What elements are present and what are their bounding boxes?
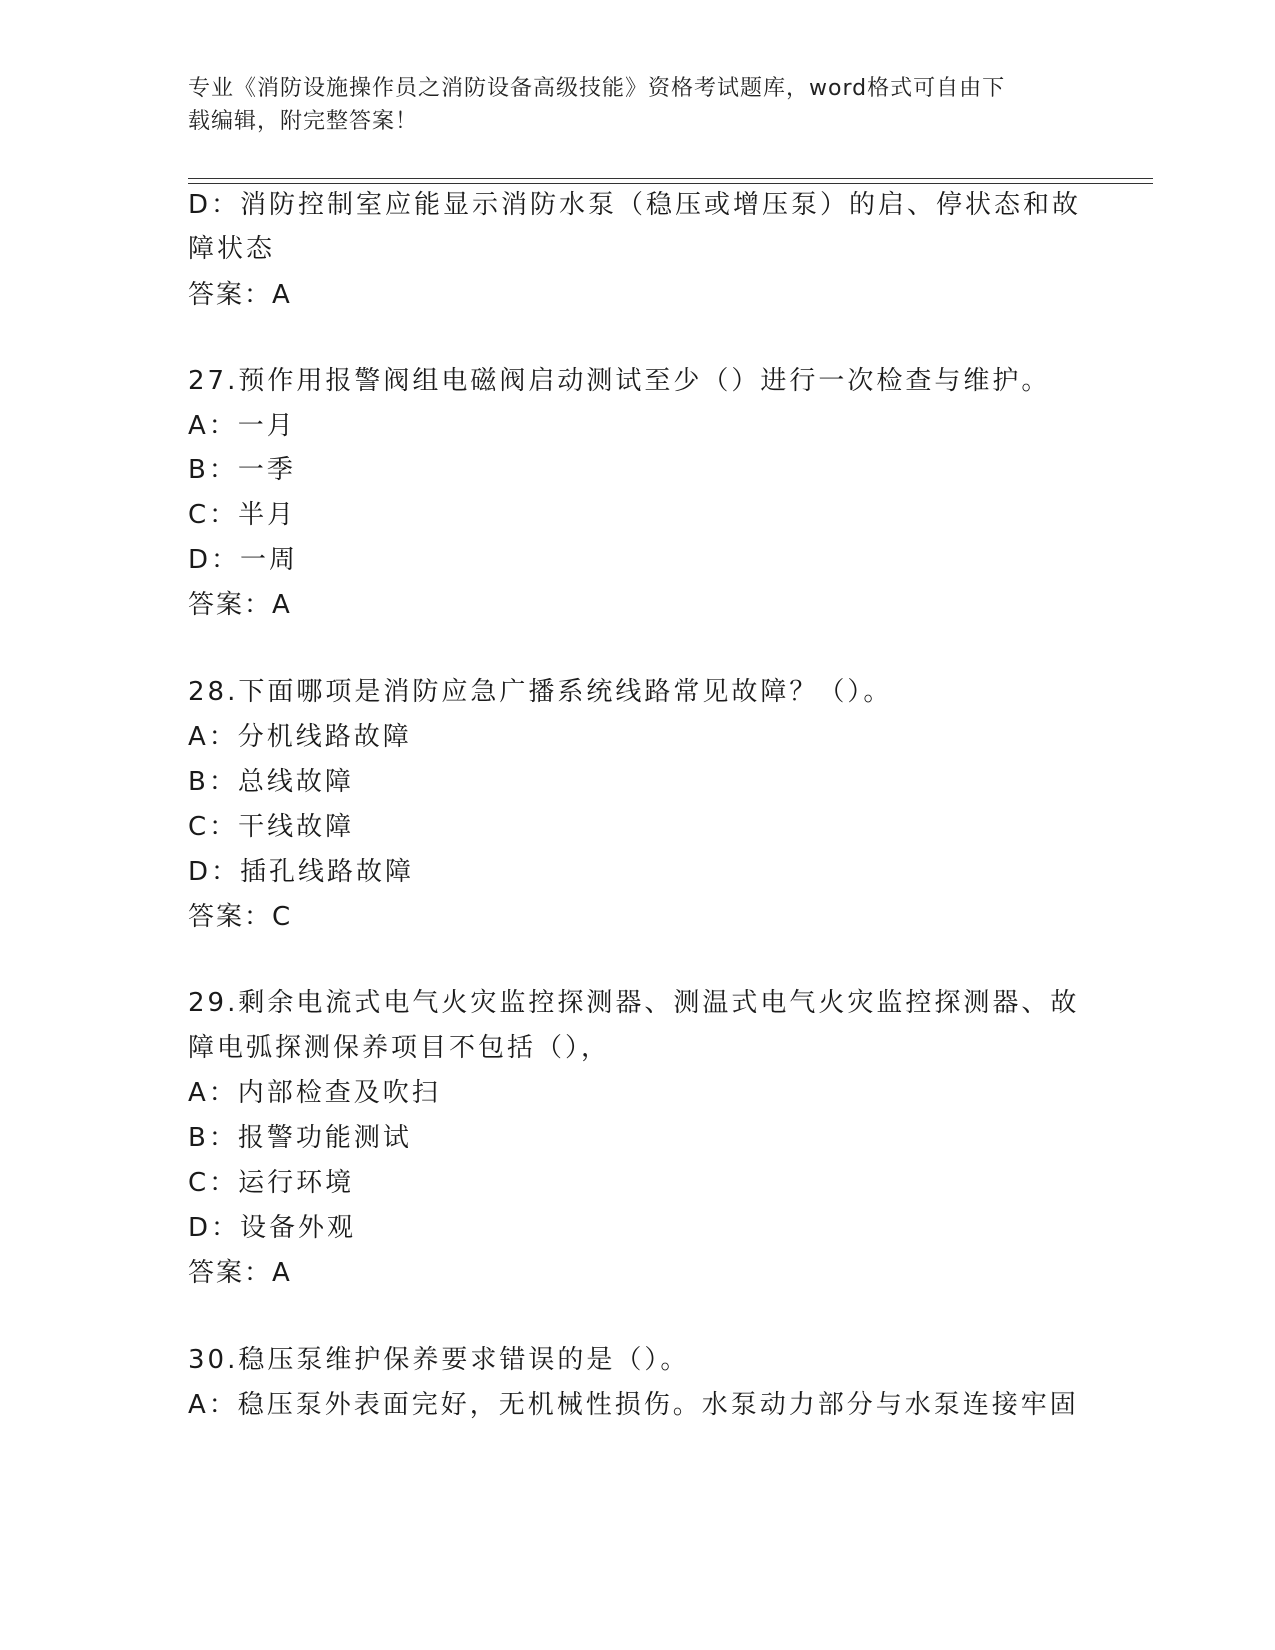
header-line-1: 专业《消防设施操作员之消防设备高级技能》资格考试题库，word格式可自由下 [188, 76, 1006, 101]
prev-option-d-line-1: D：消防控制室应能显示消防水泵（稳压或增压泵）的启、停状态和故 [188, 190, 1082, 220]
document-header [188, 72, 1088, 138]
q28-question: 28.下面哪项是消防应急广播系统线路常见故障？（）。 [188, 677, 893, 707]
q28-option-b: B：总线故障 [188, 767, 354, 797]
header-divider-bottom [188, 183, 1153, 184]
q27-answer: 答案：A [188, 590, 292, 620]
q28-option-c: C：干线故障 [188, 812, 355, 842]
q29-option-d: D：设备外观 [188, 1213, 357, 1243]
q27-option-d: D：一周 [188, 545, 299, 575]
prev-option-d-line-2: 障状态 [188, 234, 276, 264]
q27-question: 27.预作用报警阀组电磁阀启动测试至少（）进行一次检查与维护。 [188, 366, 1051, 396]
q29-option-c: C：运行环境 [188, 1168, 355, 1198]
q28-option-d: D：插孔线路故障 [188, 857, 415, 887]
q28-option-a: A：分机线路故障 [188, 722, 412, 752]
q28-answer: 答案：C [188, 902, 293, 932]
header-line-2: 载编辑，附完整答案！ [188, 109, 419, 134]
q29-answer: 答案：A [188, 1258, 292, 1288]
q30-question: 30.稳压泵维护保养要求错误的是（）。 [188, 1345, 690, 1375]
prev-answer: 答案：A [188, 280, 292, 310]
q29-option-a: A：内部检查及吹扫 [188, 1078, 441, 1108]
q29-question-line-2: 障电弧探测保养项目不包括（）， [188, 1033, 611, 1063]
q29-option-b: B：报警功能测试 [188, 1123, 412, 1153]
header-divider-top [188, 178, 1153, 179]
q27-option-b: B：一季 [188, 455, 296, 485]
q27-option-a: A：一月 [188, 411, 296, 441]
q29-question-line-1: 29.剩余电流式电气火灾监控探测器、测温式电气火灾监控探测器、故 [188, 988, 1080, 1018]
q30-option-a: A：稳压泵外表面完好，无机械性损伤。水泵动力部分与水泵连接牢固 [188, 1390, 1079, 1420]
q27-option-c: C：半月 [188, 500, 297, 530]
